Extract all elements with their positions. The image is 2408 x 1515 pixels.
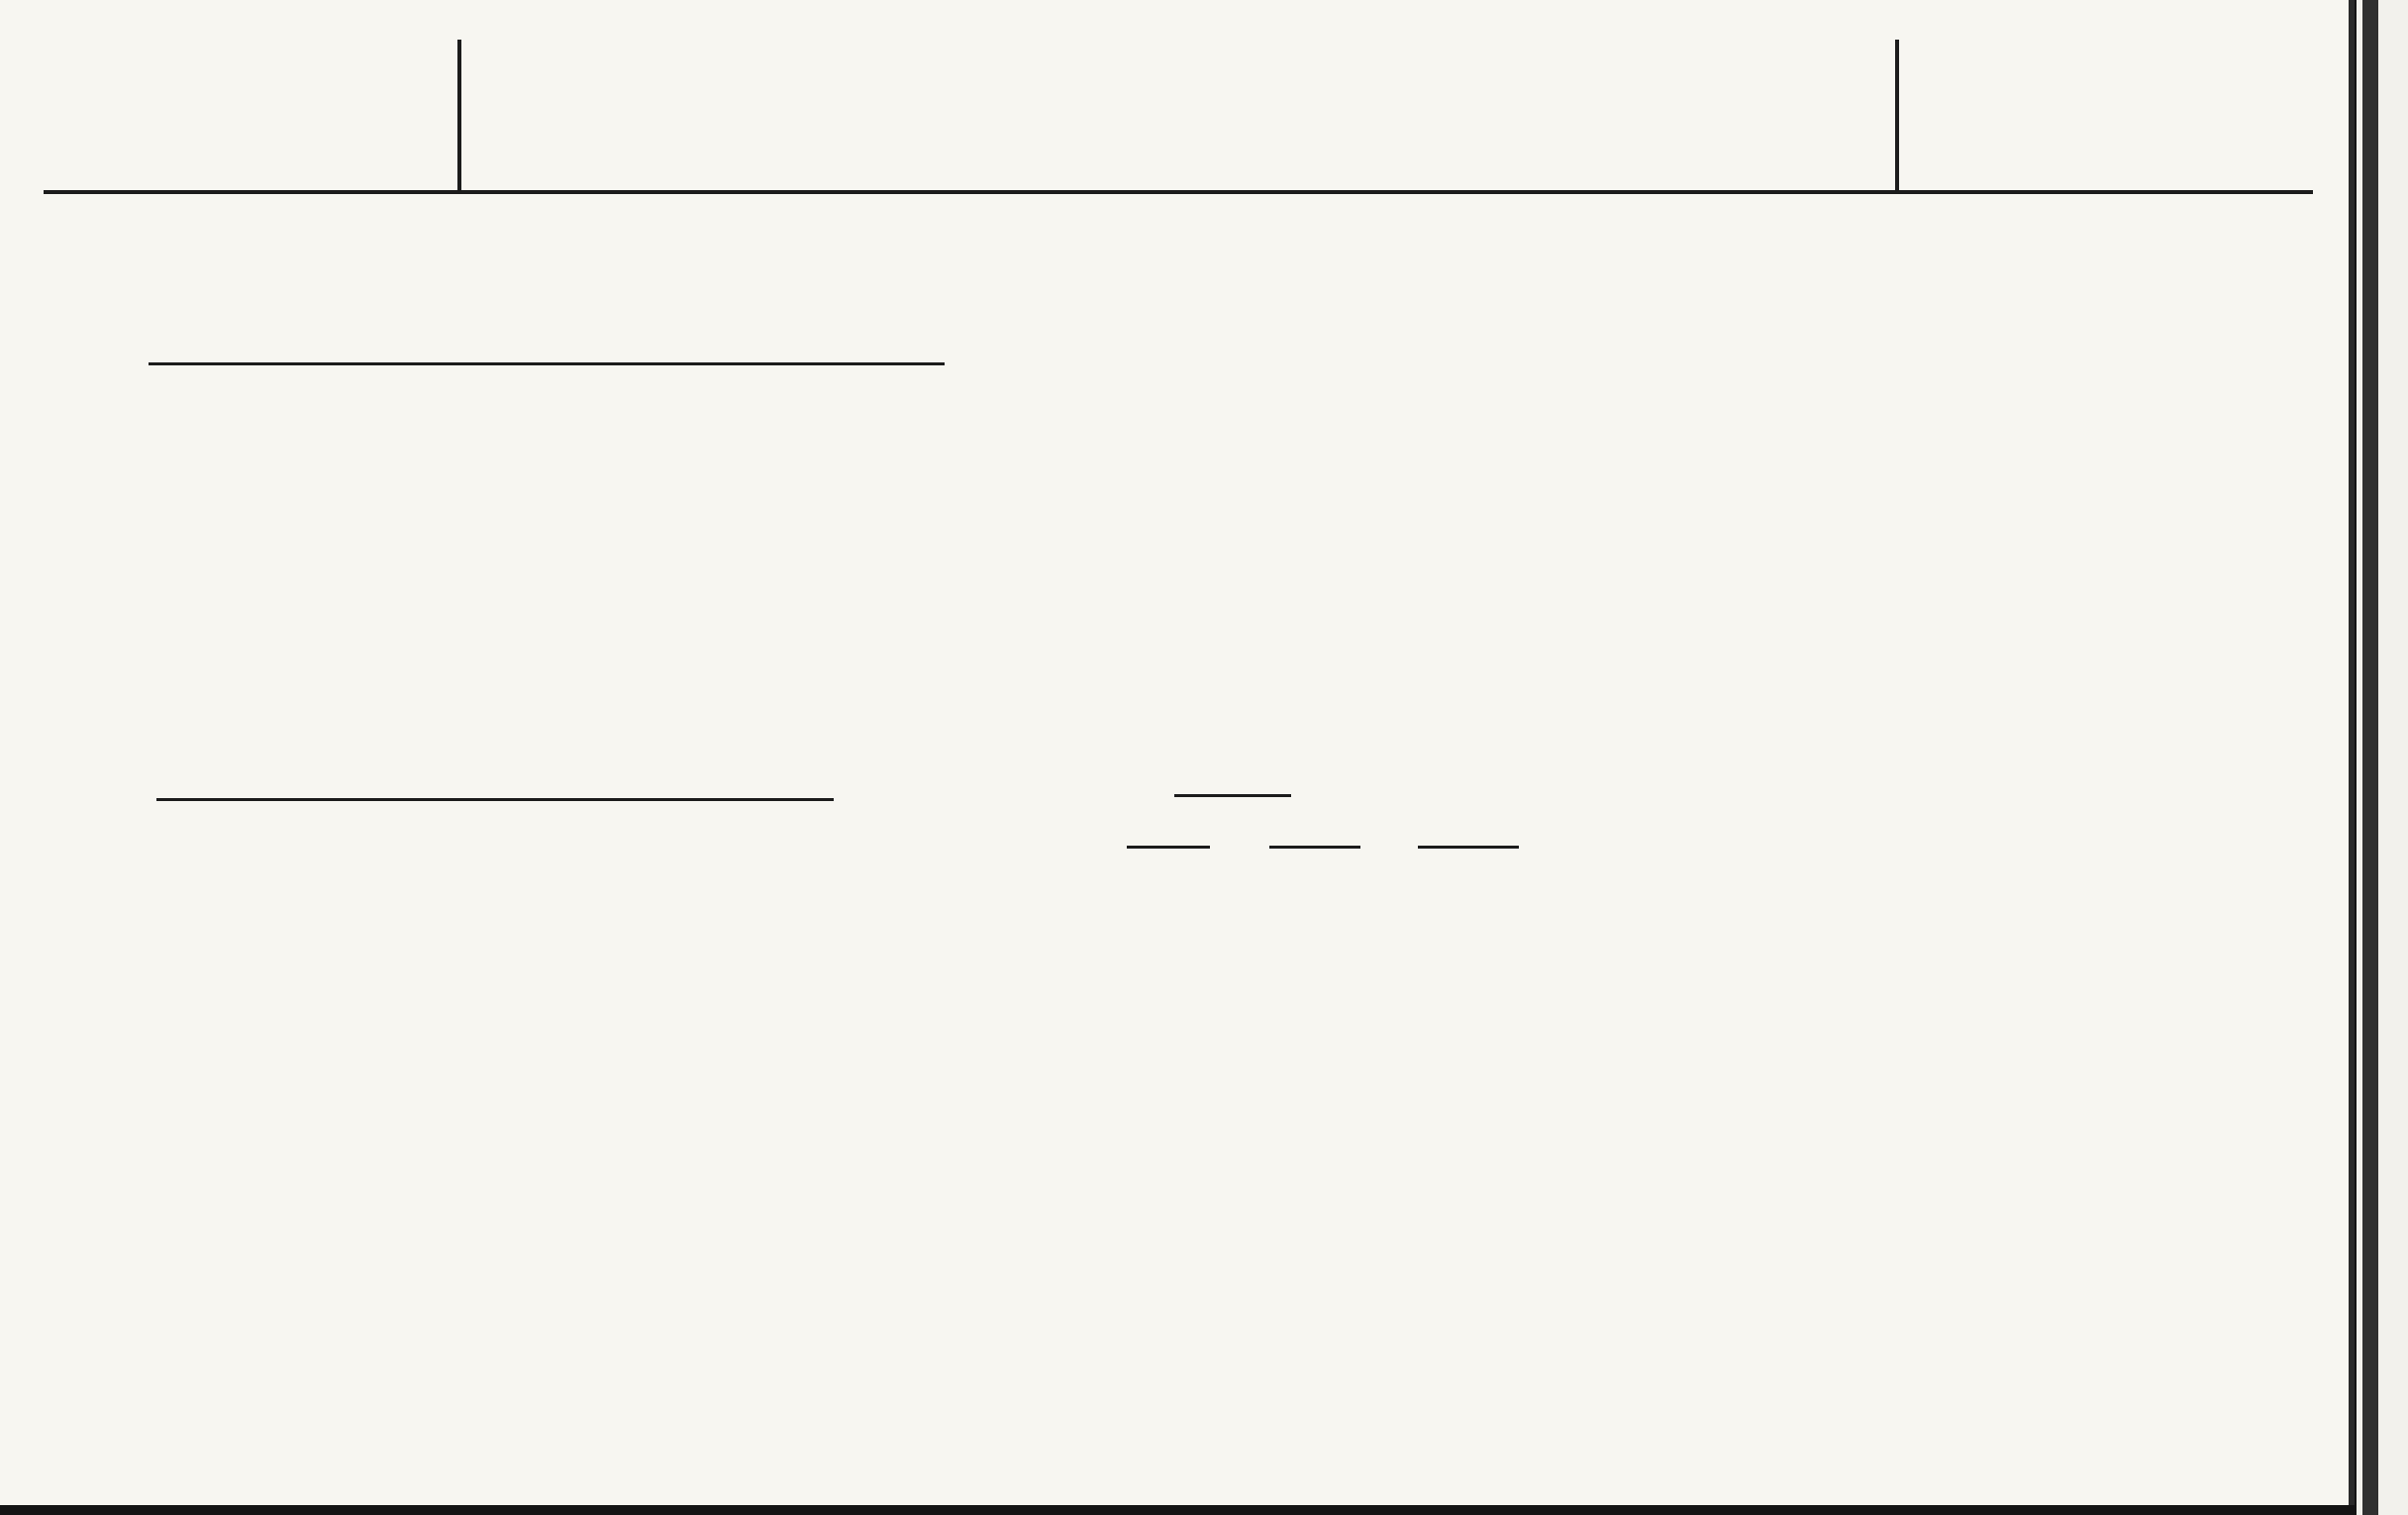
scan-edge-shadow xyxy=(2362,0,2378,1515)
header-divider-left xyxy=(457,40,461,190)
limits-underline xyxy=(1174,794,1291,797)
header-rule xyxy=(44,190,2313,194)
max-ratings-underline xyxy=(149,362,945,365)
header-divider-right xyxy=(1895,40,1899,190)
electrical-underline xyxy=(156,798,834,801)
col-min-underline xyxy=(1127,846,1210,849)
col-max-underline xyxy=(1269,846,1360,849)
col-units-underline xyxy=(1418,846,1519,849)
